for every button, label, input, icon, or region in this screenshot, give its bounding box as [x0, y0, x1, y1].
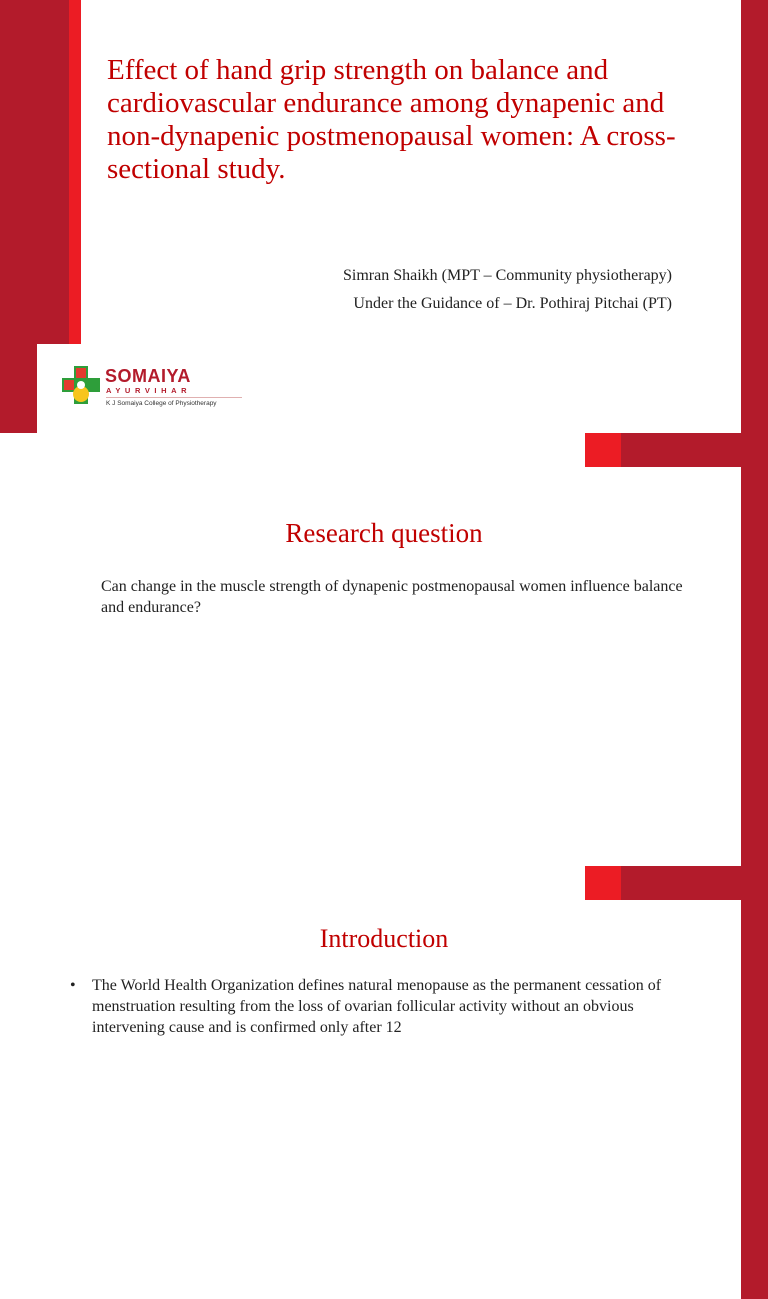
right-decorative-bar [741, 0, 768, 433]
right-decorative-bar [741, 433, 768, 866]
somaiya-cross-logo-icon [61, 364, 101, 406]
title-slide [0, 0, 768, 433]
logo-subtitle: AYURVIHAR [106, 386, 192, 395]
author-name: Simran Shaikh (MPT – Community physiotherapy) [342, 267, 672, 284]
list-item: • The World Health Organization defines natural menopause as the permanent cessation of menstruation resulting from the loss of ovarian follicular activity without an obvious intervening cause and is confirmed only after 12 [70, 975, 695, 1038]
logo-wordmark: SOMAIYA [105, 366, 191, 386]
research-question-slide [0, 433, 768, 866]
author-block [343, 262, 672, 318]
logo-college-name: K J Somaiya College of Physiotherapy [106, 400, 217, 407]
presentation-title: Effect of hand grip strength on balance and cardiovascular endurance among dynapenic and non-dynapenic postmenopausal women: A cross-sectional study. [107, 54, 676, 186]
top-corner-accent [585, 433, 621, 467]
top-corner-accent [585, 866, 621, 900]
introduction-bullets [70, 975, 695, 1038]
research-question-text: Can change in the muscle strength of dynapenic postmenopausal women influence balance and endurance? [101, 578, 683, 616]
somaiya-logo [37, 344, 253, 433]
logo-divider [106, 397, 242, 398]
introduction-slide [0, 866, 768, 1036]
left-accent-bar [69, 0, 81, 344]
introduction-heading: Introduction [319, 924, 449, 953]
research-question-heading: Research question [285, 518, 483, 548]
guide-name: Under the Guidance of – Dr. Pothiraj Pitchai (PT) [353, 295, 672, 312]
